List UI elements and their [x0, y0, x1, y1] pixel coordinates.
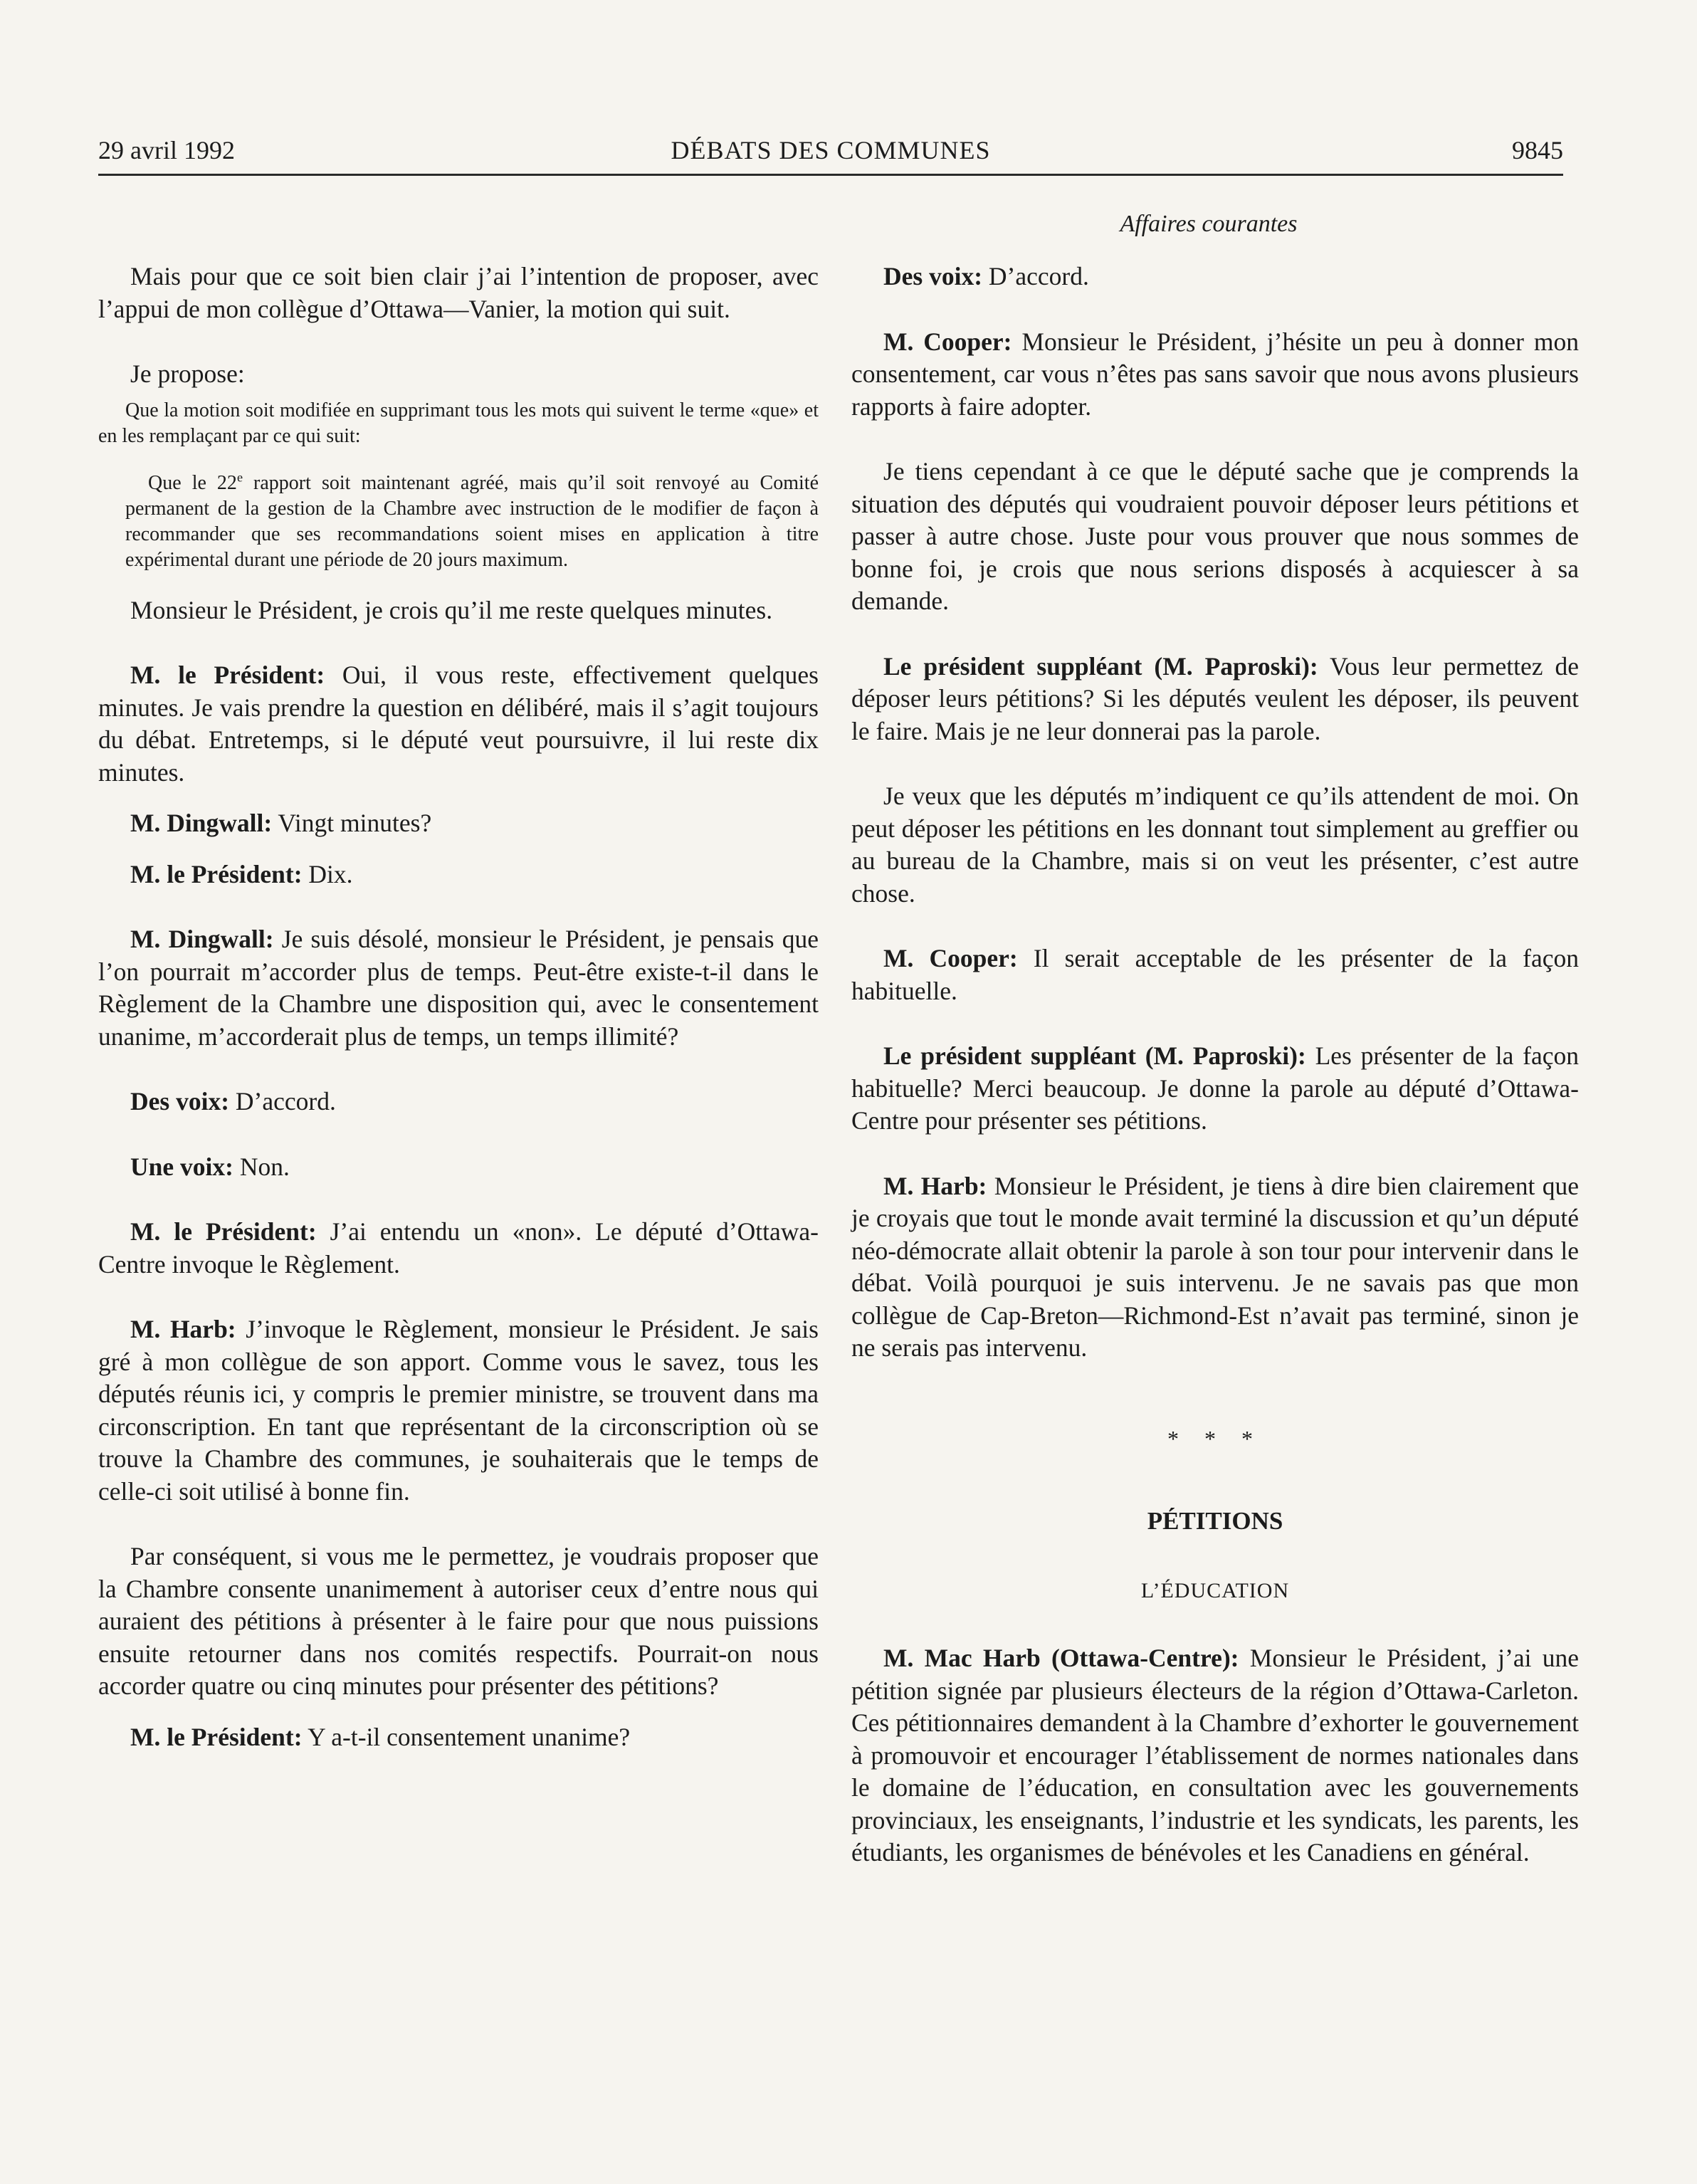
- speaker-name: M. le Président:: [130, 661, 325, 689]
- speaker-name: Le président suppléant (M. Paproski):: [883, 651, 1318, 681]
- speech-text: Non.: [233, 1152, 290, 1181]
- paragraph: Je veux que les députés m’indiquent ce qu’ils attendent de moi. On peut déposer les pétitions en les donnant tout simplement au greffier ou au bureau de la Chambre, mais si on veut les présenter, c’est autre chose.: [851, 782, 1579, 908]
- header-date: 29 avril 1992: [98, 136, 235, 164]
- speaker-name: M. Harb:: [130, 1315, 236, 1343]
- speech: [851, 261, 1579, 293]
- speech-text: Les présenter de la façon habituelle? Merci beaucoup. Je donne la parole au député d’Ottawa-Centre pour présenter ses pétitions.: [851, 1041, 1580, 1135]
- speech-text: Monsieur le Président, j’hésite un peu à donner mon consentement, car vous n’êtes pas sans savoir que nous avons plusieurs rapports à faire adopter.: [851, 327, 1579, 421]
- paragraph: Je propose:: [130, 359, 245, 388]
- speaker-name: Des voix:: [883, 262, 983, 290]
- speech: [98, 859, 819, 891]
- speaker-name: M. Dingwall:: [130, 809, 273, 837]
- speaker-name: M. Harb:: [883, 1171, 987, 1200]
- speech: [851, 651, 1579, 748]
- speech-text: D’accord.: [982, 262, 1089, 290]
- paragraph: Mais pour que ce soit bien clair j’ai l’intention de proposer, avec l’appui de mon collègue d’Ottawa—Vanier, la motion qui suit.: [98, 262, 819, 323]
- speaker-name: M. Cooper:: [883, 327, 1012, 356]
- section-subheading: L’ÉDUCATION: [1140, 1578, 1290, 1602]
- right-column: [851, 261, 1579, 1869]
- motion-text: Que la motion soit modifiée en supprimant tous les mots qui suivent le terme «que» et en les remplaçant par ce qui suit:: [98, 399, 819, 447]
- motion-quote: [125, 471, 819, 573]
- speech: [98, 1151, 819, 1184]
- speech: [98, 807, 819, 840]
- speech-text: Vingt minutes?: [272, 809, 432, 837]
- speech: [851, 1040, 1579, 1138]
- speaker-name: M. Dingwall:: [130, 925, 274, 953]
- speech: [851, 943, 1579, 1007]
- speaker-name: M. le Président:: [130, 1217, 317, 1246]
- speech-text: Il serait acceptable de les présenter de la façon habituelle.: [851, 944, 1579, 1005]
- page-number: 9845: [1512, 136, 1563, 164]
- speech-text: Monsieur le Président, je tiens à dire bien clairement que je croyais que tout le monde avait terminé la discussion et qu’un député néo-démocrate allait obtenir la parole à son tour pour intervenir dans le débat. Voilà pourquoi je suis intervenu. Je ne savais pas que mon collègue de Cap-Breton—Richmond-Est n’avait pas terminé, sinon je ne serais pas intervenu.: [851, 1171, 1579, 1362]
- speech-text: D’accord.: [229, 1087, 336, 1115]
- speech-text: Dix.: [302, 859, 353, 888]
- quote-text: rapport soit maintenant agréé, mais qu’il soit renvoyé au Comité permanent de la gestion de la Chambre avec instruction de le modifier de façon à recommander que ses recommandations soient mises en application à titre expérimental durant une période de 20 jours maximum.: [125, 471, 819, 571]
- paragraph: Par conséquent, si vous me le permettez, je voudrais proposer que la Chambre consente unanimement à autoriser ceux d’entre nous qui auraient des pétitions à présenter à le faire pour que nous puissions ensuite retourner dans nos comités respectifs. Pourrait-on nous accorder quatre ou cinq minutes pour présenter des pétitions?: [98, 1542, 819, 1700]
- quote-text: Que le 22: [148, 471, 237, 494]
- speech-text: Je suis désolé, monsieur le Président, je pensais que l’on pourrait m’accorder plus de temps. Peut-être existe-t-il dans le Règlement de la Chambre une disposition qui, avec le consentement unanime, m’accorderait plus de temps, un temps illimité?: [98, 925, 819, 1051]
- section-heading: PÉTITIONS: [1147, 1507, 1283, 1535]
- speech: [98, 659, 819, 789]
- section-separator: * * *: [1167, 1425, 1263, 1451]
- speaker-name: M. le Président:: [130, 859, 303, 888]
- page-header: [98, 135, 1563, 175]
- speech-text: Vous leur permettez de déposer leurs pétitions? Si les députés veulent les déposer, ils peuvent le faire. Mais je ne leur donnerai pas la parole.: [851, 651, 1580, 745]
- speaker-name: Une voix:: [130, 1152, 233, 1181]
- superscript: e: [236, 470, 243, 485]
- paragraph: Monsieur le Président, je crois qu’il me reste quelques minutes.: [130, 595, 773, 624]
- speaker-name: M. Mac Harb (Ottawa-Centre):: [883, 1644, 1239, 1672]
- speaker-name: Des voix:: [130, 1087, 230, 1115]
- speech: [851, 326, 1579, 424]
- speech: [98, 1721, 819, 1754]
- header-rule: [98, 174, 1563, 176]
- speech-text: J’invoque le Règlement, monsieur le Président. Je sais gré à mon collègue de son apport. Comme vous le savez, tous les députés réunis ici, y compris le premier ministre, se trouvent dans ma circonscription. En tant que représentant de la circonscription où se trouve la Chambre des communes, je souhaiterais que le temps de celle-ci soit utilisé à bonne fin.: [98, 1315, 819, 1506]
- speech-text: Monsieur le Président, j’ai une pétition signée par plusieurs électeurs de la région d’Ottawa-Carleton. Ces pétitionnaires demandent à la Chambre d’exhorter le gouvernement à promouvoir et encourager l’établissement de normes nationales dans le domaine de l’éducation, en consultation avec les gouvernements provinciaux, les enseignants, l’industrie et les syndicats, les parents, les étudiants, les organismes de bénévoles et les Canadiens en général.: [851, 1644, 1579, 1867]
- speech-text: Oui, il vous reste, effectivement quelques minutes. Je vais prendre la question en délibéré, mais il s’agit toujours du débat. Entretemps, si le député veut poursuivre, il lui reste dix minutes.: [98, 661, 819, 787]
- left-column: [98, 261, 819, 1753]
- speech-text: J’ai entendu un «non». Le député d’Ottawa-Centre invoque le Règlement.: [98, 1217, 819, 1279]
- speaker-name: M. le Président:: [130, 1722, 303, 1751]
- speaker-name: Le président suppléant (M. Paproski):: [883, 1041, 1306, 1070]
- speaker-name: M. Cooper:: [883, 944, 1018, 972]
- section-label: Affaires courantes: [1120, 211, 1298, 237]
- speech: [851, 1170, 1579, 1365]
- speech-text: Y a-t-il consentement unanime?: [302, 1722, 631, 1751]
- speech: [98, 923, 819, 1053]
- speech: [98, 1313, 819, 1508]
- speech: [98, 1216, 819, 1281]
- paragraph: Je tiens cependant à ce que le député sache que je comprends la situation des députés qui voudraient pouvoir déposer leurs pétitions et passer à autre chose. Juste pour vous prouver que nous sommes de bonne foi, je crois que nous serions disposés à acquiescer à sa demande.: [851, 457, 1579, 615]
- publication-title: DÉBATS DES COMMUNES: [671, 136, 991, 164]
- speech: [851, 1642, 1579, 1869]
- speech: [98, 1086, 819, 1118]
